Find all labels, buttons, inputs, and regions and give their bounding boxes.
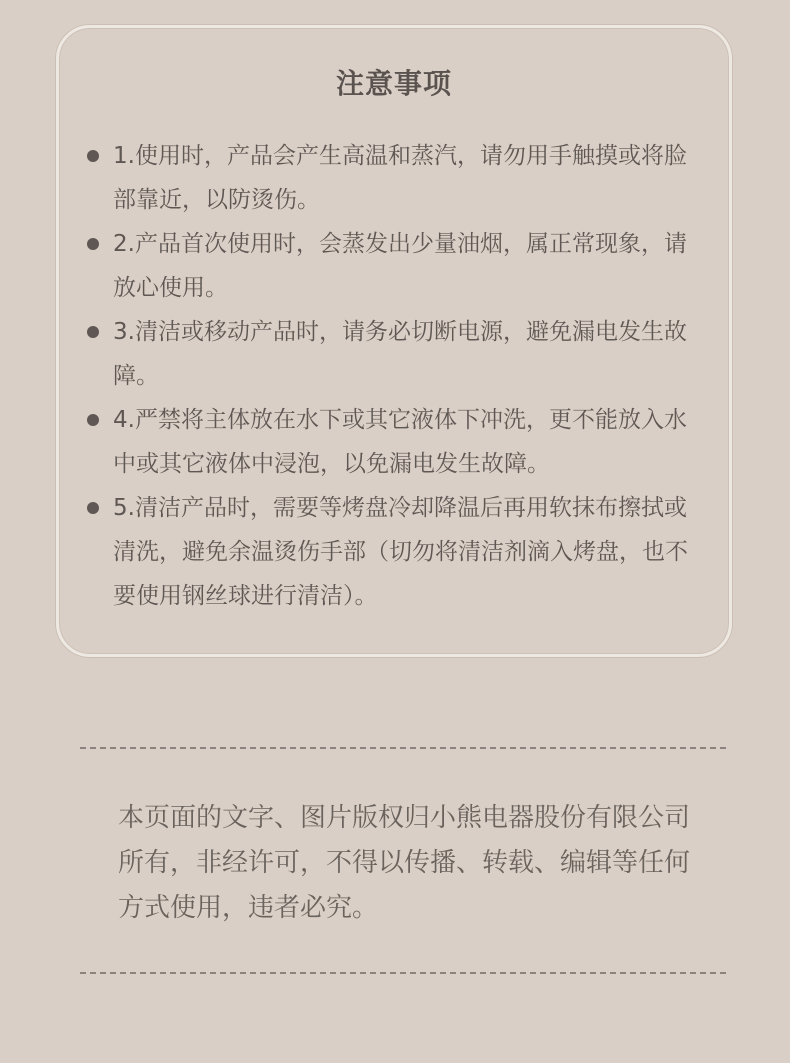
bullet-dot-icon — [87, 502, 99, 514]
bullet-dot-icon — [87, 238, 99, 250]
notice-item-text: 2.产品首次使用时，会蒸发出少量油烟，属正常现象，请放心使用。 — [113, 231, 687, 301]
notice-item-text: 1.使用时，产品会产生高温和蒸汽，请勿用手触摸或将脸部靠近，以防烫伤。 — [113, 143, 687, 213]
bullet-dot-icon — [87, 150, 99, 162]
notice-item-text: 4.严禁将主体放在水下或其它液体下冲洗，更不能放入水中或其它液体中浸泡，以免漏电发生故障。 — [113, 407, 687, 477]
notice-item — [83, 398, 707, 486]
dashed-divider-top — [80, 747, 726, 749]
notice-item — [83, 134, 707, 222]
bullet-dot-icon — [87, 326, 99, 338]
notice-item-text: 5.清洁产品时，需要等烤盘冷却降温后再用软抹布擦拭或清洗，避免余温烫伤手部（切勿将清洁剂滴入烤盘，也不要使用钢丝球进行清洁）。 — [113, 495, 688, 609]
notice-list — [83, 134, 707, 618]
dashed-divider-bottom — [80, 972, 726, 974]
notice-item — [83, 486, 707, 618]
notice-item — [83, 310, 707, 398]
notice-card — [56, 25, 732, 657]
notice-title: 注意事项 — [335, 67, 452, 100]
notice-item-text: 3.清洁或移动产品时，请务必切断电源，避免漏电发生故障。 — [113, 319, 687, 389]
copyright-notice: 本页面的文字、图片版权归小熊电器股份有限公司所有，非经许可，不得以传播、转载、编辑等任何方式使用，违者必究。 — [118, 803, 691, 923]
bullet-dot-icon — [87, 414, 99, 426]
notice-item — [83, 222, 707, 310]
